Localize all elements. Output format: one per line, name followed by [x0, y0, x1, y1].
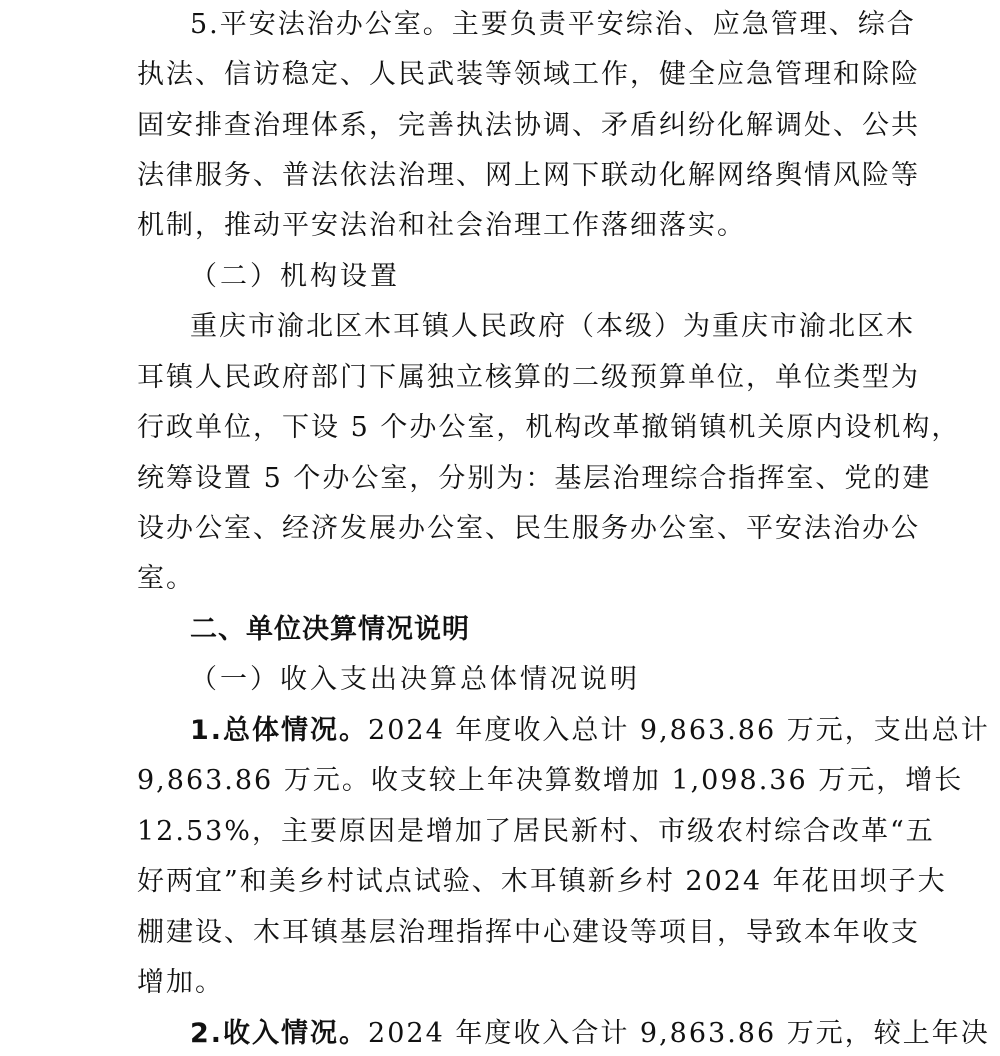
paragraph-line-5: 机制，推动平安法治和社会治理工作落细落实。 [137, 210, 746, 241]
paragraph-line-3: 固安排查治理体系，完善执法协调、矛盾纠纷化解调处、公共 [137, 110, 920, 141]
paragraph-line-18 [190, 1014, 990, 1054]
paragraph-line-1: 5.平安法治办公室。主要负责平安综治、应急管理、综合 [190, 9, 916, 40]
paragraph-line-16: 棚建设、木耳镇基层治理指挥中心建设等项目，导致本年收支 [137, 917, 920, 948]
paragraph-line-15: 好两宜”和美乡村试点试验、木耳镇新乡村 2024 年花田坝子大 [137, 866, 947, 897]
lead-overall: 1.总体情况。 [190, 715, 369, 746]
paragraph-line-6: 重庆市渝北区木耳镇人民政府（本级）为重庆市渝北区木 [190, 311, 915, 342]
paragraph-line-7: 耳镇人民政府部门下属独立核算的二级预算单位，单位类型为 [137, 362, 920, 393]
paragraph-line-17: 增加。 [137, 967, 224, 998]
paragraph-line-11: 室。 [137, 563, 195, 594]
subheading-summary: （一）收入支出决算总体情况说明 [190, 664, 640, 695]
paragraph-line-4: 法律服务、普法依法治理、网上网下联动化解网络舆情风险等 [137, 160, 920, 191]
paragraph-line-12 [190, 711, 990, 751]
paragraph-line-10: 设办公室、经济发展办公室、民生服务办公室、平安法治办公 [137, 513, 920, 544]
paragraph-line-18-text: 2024 年度收入合计 9,863.86 万元，较上年决 [368, 1018, 990, 1049]
subheading-organization: （二）机构设置 [190, 261, 400, 292]
paragraph-line-8: 行政单位，下设 5 个办公室，机构改革撤销镇机关原内设机构， [137, 412, 961, 443]
section-heading: 二、单位决算情况说明 [190, 614, 470, 645]
paragraph-line-14: 12.53%，主要原因是增加了居民新村、市级农村综合改革“五 [137, 816, 935, 847]
paragraph-line-9: 统筹设置 5 个办公室，分别为：基层治理综合指挥室、党的建 [137, 463, 932, 494]
lead-income: 2.收入情况。 [190, 1018, 369, 1049]
paragraph-line-2: 执法、信访稳定、人民武装等领域工作，健全应急管理和除险 [137, 59, 920, 90]
paragraph-line-12-text: 2024 年度收入总计 9,863.86 万元，支出总计 [368, 715, 990, 746]
paragraph-line-13: 9,863.86 万元。收支较上年决算数增加 1,098.36 万元，增长 [137, 765, 964, 796]
